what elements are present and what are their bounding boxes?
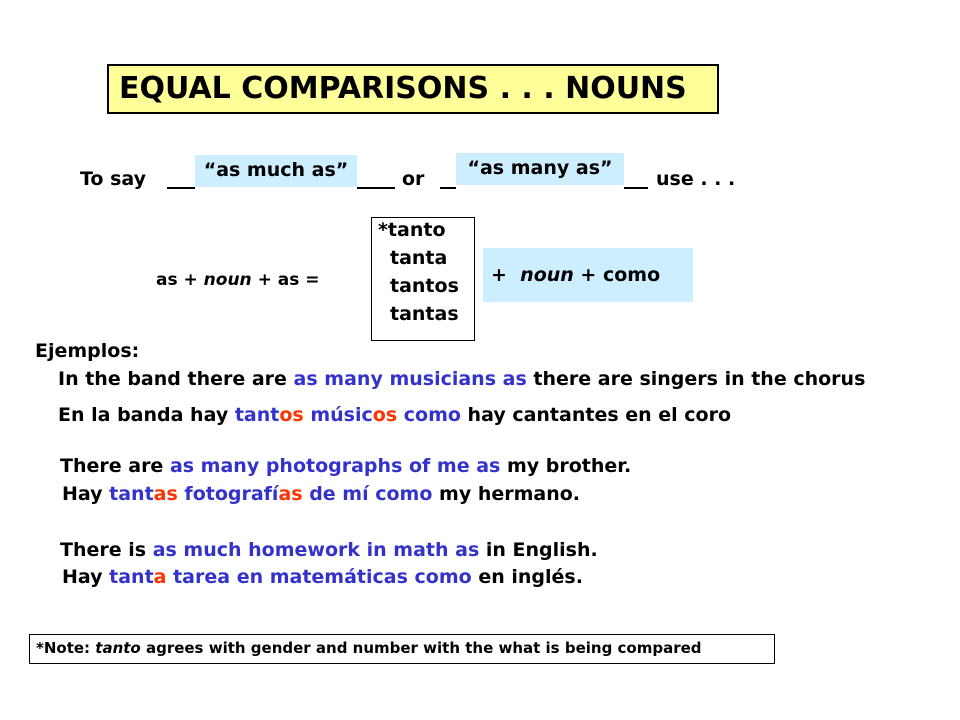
example1-english: In the band there are as many musicians as there are singers in the chorus: [58, 368, 866, 390]
blank-line-2a: [440, 187, 456, 189]
example1-spanish: En la banda hay tantos músicos como hay cantantes en el coro: [58, 404, 732, 426]
as-many-as-box: “as many as”: [456, 153, 624, 185]
intro-use: use . . .: [656, 168, 736, 190]
formula-left: as + noun + as =: [156, 270, 320, 290]
page-title: EQUAL COMPARISONS . . . NOUNS: [107, 64, 719, 114]
blank-line-1b: [357, 187, 395, 189]
tanto-forms-box: [371, 217, 475, 341]
note-box: *Note: tanto agrees with gender and number with the what is being compared: [29, 634, 775, 664]
blank-line-1a: [167, 187, 195, 189]
example3-english: There is as much homework in math as in English.: [60, 539, 598, 561]
example2-english: There are as many photographs of me as my brother.: [60, 455, 632, 477]
noun-como-box: + noun + como: [483, 248, 693, 302]
form-tanta: tanta: [390, 247, 448, 269]
examples-label: Ejemplos:: [35, 340, 140, 362]
form-tanto: *tanto: [378, 219, 446, 241]
example2-spanish: Hay tantas fotografías de mí como my hermano.: [62, 483, 581, 505]
example3-spanish: Hay tanta tarea en matemáticas como en inglés.: [62, 566, 583, 588]
blank-line-2b: [624, 187, 648, 189]
intro-or: or: [402, 168, 425, 190]
form-tantos: tantos: [390, 275, 459, 297]
as-much-as-box: “as much as”: [195, 155, 357, 187]
form-tantas: tantas: [390, 303, 459, 325]
intro-to-say: To say: [80, 168, 147, 190]
